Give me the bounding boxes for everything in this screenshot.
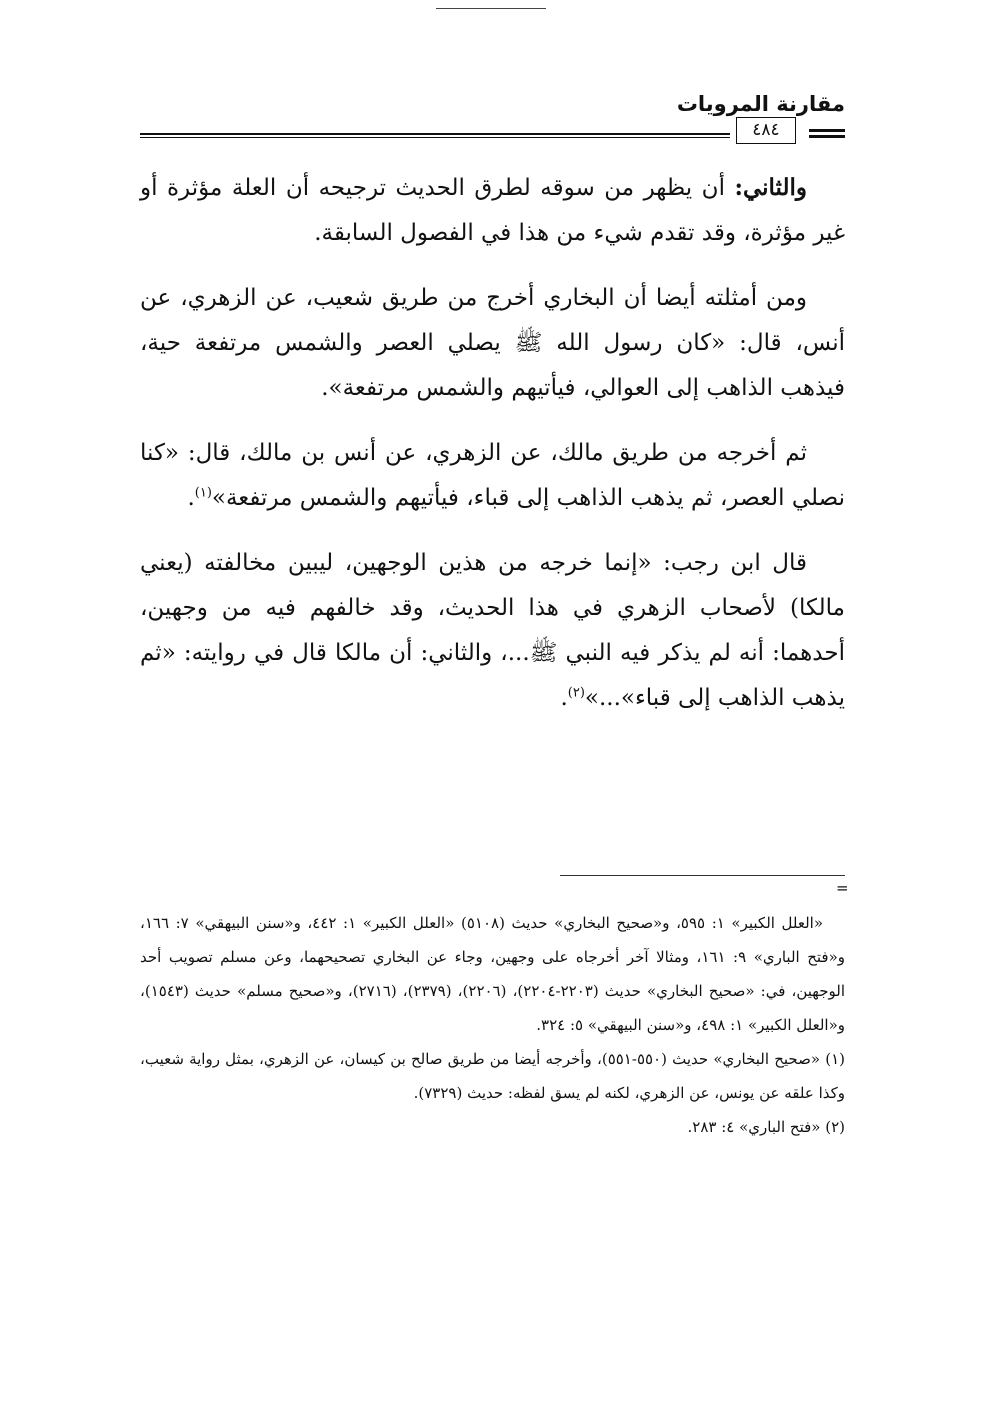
- paragraph-4: [140, 541, 845, 721]
- page-header: [140, 92, 845, 150]
- footnote-ref-2: (٢): [567, 685, 585, 701]
- paragraph-1: [140, 165, 845, 256]
- paragraph-text: ومن أمثلته أيضا أن البخاري أخرج من طريق شعيب، عن الزهري، عن أنس، قال: «كان رسول الله ﷺ يصلي العصر والشمس مرتفعة حية، فيذهب الذاهب إلى العوالي، فيأتيهم والشمس مرتفعة».: [140, 285, 845, 401]
- footnote-1: [140, 1042, 845, 1110]
- footnote-continuation-mark: =: [836, 879, 849, 897]
- header-rule: [140, 133, 730, 135]
- main-text: [140, 165, 845, 741]
- paragraph-text: ثم أخرجه من طريق مالك، عن الزهري، عن أنس بن مالك، قال: «كنا نصلي العصر، ثم يذهب الذاهب إلى قباء، فيأتيهم والشمس مرتفعة»: [140, 440, 845, 511]
- footnote-separator: [560, 875, 845, 876]
- top-rule: [436, 8, 546, 9]
- paragraph-text: أن يظهر من سوقه لطرق الحديث ترجيحه أن العلة مؤثرة أو غير مؤثرة، وقد تقدم شيء من هذا في الفصول السابقة.: [140, 175, 845, 246]
- paragraph-tail: .: [187, 485, 195, 511]
- footnote-marker: (٢): [825, 1118, 845, 1136]
- footnote-text: «صحيح البخاري» حديث (٥٥٠-٥٥١)، وأخرجه أيضا من طريق صالح بن كيسان، عن الزهري، بمثل رواية شعيب، وكذا علقه عن يونس، عن الزهري، لكنه لم يسق لفظه: حديث (٧٣٢٩).: [140, 1050, 845, 1102]
- paragraph-tail: .: [560, 685, 568, 711]
- footnote-ref-1: (١): [194, 485, 212, 501]
- header-rule-thin: [140, 137, 730, 138]
- paragraph-text: قال ابن رجب: «إنما خرجه من هذين الوجهين، ليبين مخالفته (يعني مالكا) لأصحاب الزهري في هذا الحديث، وقد خالفهم فيه من وجهين، أحدهما: أنه لم يذكر فيه النبي ﷺ...، والثاني: أن مالكا قال في روايته: «ثم يذهب الذاهب إلى قباء»...»: [140, 550, 845, 711]
- page-number: ٤٨٤: [736, 117, 796, 144]
- footnote-2: [140, 1110, 845, 1144]
- footnote-text: «فتح الباري» ٤: ٢٨٣.: [687, 1118, 826, 1136]
- paragraph-2: [140, 276, 845, 411]
- footnotes: [140, 906, 845, 1144]
- header-double-mark: [809, 129, 845, 138]
- footnote-marker: (١): [825, 1050, 845, 1068]
- paragraph-3: [140, 431, 845, 521]
- book-title: مقارنة المرويات: [676, 92, 845, 116]
- footnote-continuation: «العلل الكبير» ١: ٥٩٥، و«صحيح البخاري» حديث (٥١٠٨) «العلل الكبير» ١: ٤٤٢، و«سنن البيهقي» ٧: ١٦٦، و«فتح الباري» ٩: ١٦١، ومثالا آخر أخرجاه على وجهين، وجاء عن البخاري تصحيحهما، وعن مسلم تصويب أحد الوجهين، في: «صحيح البخاري» حديث (٢٢٠٣-٢٢٠٤)، (٢٢٠٦)، (٢٣٧٩)، (٢٧١٦)، و«صحيح مسلم» حديث (١٥٤٣)، و«العلل الكبير» ١: ٤٩٨، و«سنن البيهقي» ٥: ٣٢٤.: [140, 914, 846, 1034]
- paragraph-lead: والثاني:: [734, 174, 807, 201]
